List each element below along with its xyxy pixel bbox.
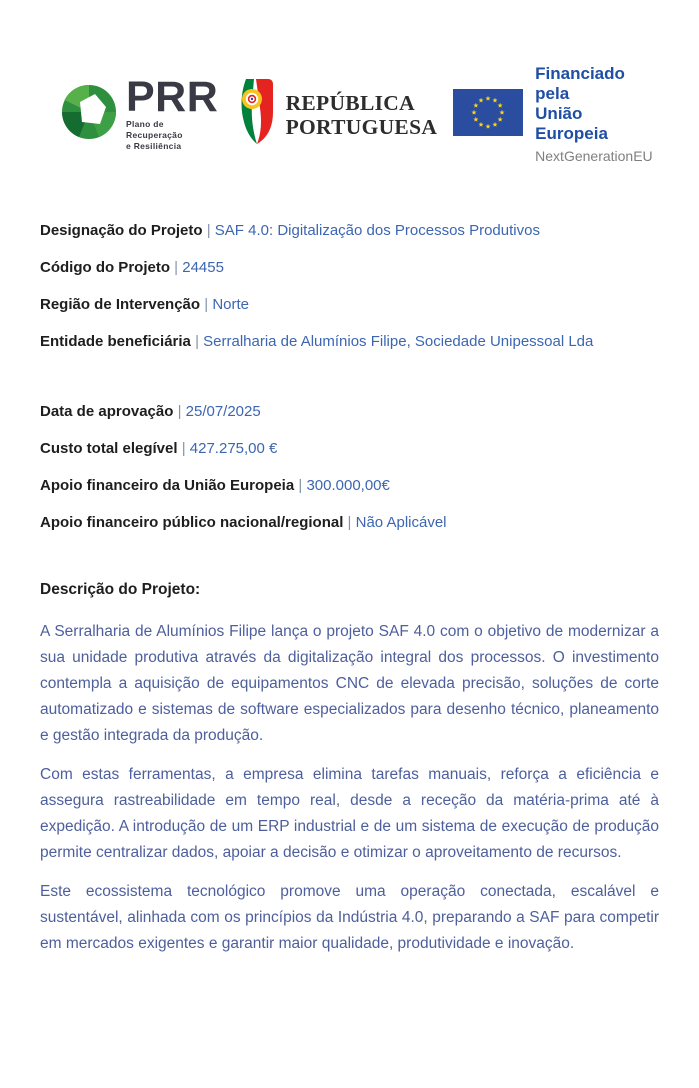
field-value: 24455 [182,259,224,276]
project-fields-group-1 [40,221,659,351]
field-label: Custo total elegível [40,440,178,457]
field-value: Não Aplicável [355,514,447,531]
field-separator: | [347,514,352,531]
prr-logo-text [126,73,220,152]
prr-logo [60,73,220,152]
field-separator: | [177,403,182,420]
description-paragraph-1: A Serralharia de Alumínios Filipe lança o projeto SAF 4.0 com o objetivo de modernizar a sua unidade produtiva através da digitalização integral dos processos. O investimento contempla a aquisição de equipamentos CNC de elevada precisão, soluções de corte automatizado e sistemas de software especializados para desenho técnico, planeamento e gestão integrada da produção. [40,623,659,744]
field-designacao-projeto [40,221,659,240]
project-fields-group-2 [40,402,659,532]
field-custo-total-elegivel [40,439,659,458]
portugal-flag-emblem-icon [234,78,274,151]
field-separator: | [174,259,179,276]
field-label: Código do Projeto [40,259,170,276]
field-data-aprovacao [40,402,659,421]
field-regiao-intervencao [40,295,659,314]
description-paragraph-3: Este ecossistema tecnológico promove uma operação conectada, escalável e sustentável, alinhada com os princípios da Indústria 4.0, preparando a SAF para competir em mercados exigentes e garantir maior qualidade, produtividade e inovação. [40,883,659,952]
field-label: Região de Intervenção [40,296,201,313]
field-value: SAF 4.0: Digitalização dos Processos Produtivos [214,222,540,239]
field-label: Entidade beneficiária [40,333,191,350]
field-codigo-projeto [40,258,659,277]
eu-flag-icon [453,89,523,141]
field-separator: | [204,296,209,313]
field-value: 300.000,00€ [306,477,390,494]
republica-portuguesa-text: REPÚBLICA PORTUGUESA [285,90,438,139]
prr-logo-name: PRR [126,73,219,121]
field-value: 427.275,00 € [189,440,278,457]
field-label: Apoio financeiro da União Europeia [40,477,295,494]
logo-header [60,64,659,165]
field-separator: | [195,333,199,350]
field-label: Apoio financeiro público nacional/regional [40,514,344,531]
eu-funding-logo [453,64,659,165]
prr-logo-tagline: Plano de Recuperação e Resiliência [126,119,183,151]
nextgeneration-eu-label: NextGenerationEU [535,148,653,164]
field-apoio-nacional-regional [40,513,659,532]
field-value: 25/07/2025 [185,403,261,420]
field-apoio-uniao-europeia [40,476,659,495]
document-page [0,64,699,957]
field-value: Norte [212,296,249,313]
field-value: Serralharia de Alumínios Filipe, Sociedade Unipessoal Lda [203,333,594,350]
field-separator: | [206,222,211,239]
field-separator: | [298,477,303,494]
prr-knot-icon [60,83,118,146]
description-paragraph-2: Com estas ferramentas, a empresa elimina tarefas manuais, reforça a eficiência e assegura rastreabilidade em tempo real, desde a receção da matéria-prima até à expedição. A introdução de um ERP industrial e de um sistema de execução de produção permite centralizar dados, apoiar a decisão e otimizar o aproveitamento de recursos. [40,766,659,861]
field-label: Data de aprovação [40,403,174,420]
republica-portuguesa-logo [234,78,438,151]
description-heading: Descrição do Projeto: [40,581,201,598]
field-separator: | [181,440,186,457]
project-description-section [40,580,659,957]
eu-funding-text: Financiado pela União Europeia NextGenerationEU [535,64,659,165]
field-label: Designação do Projeto [40,222,203,239]
field-entidade-beneficiaria [40,332,659,351]
